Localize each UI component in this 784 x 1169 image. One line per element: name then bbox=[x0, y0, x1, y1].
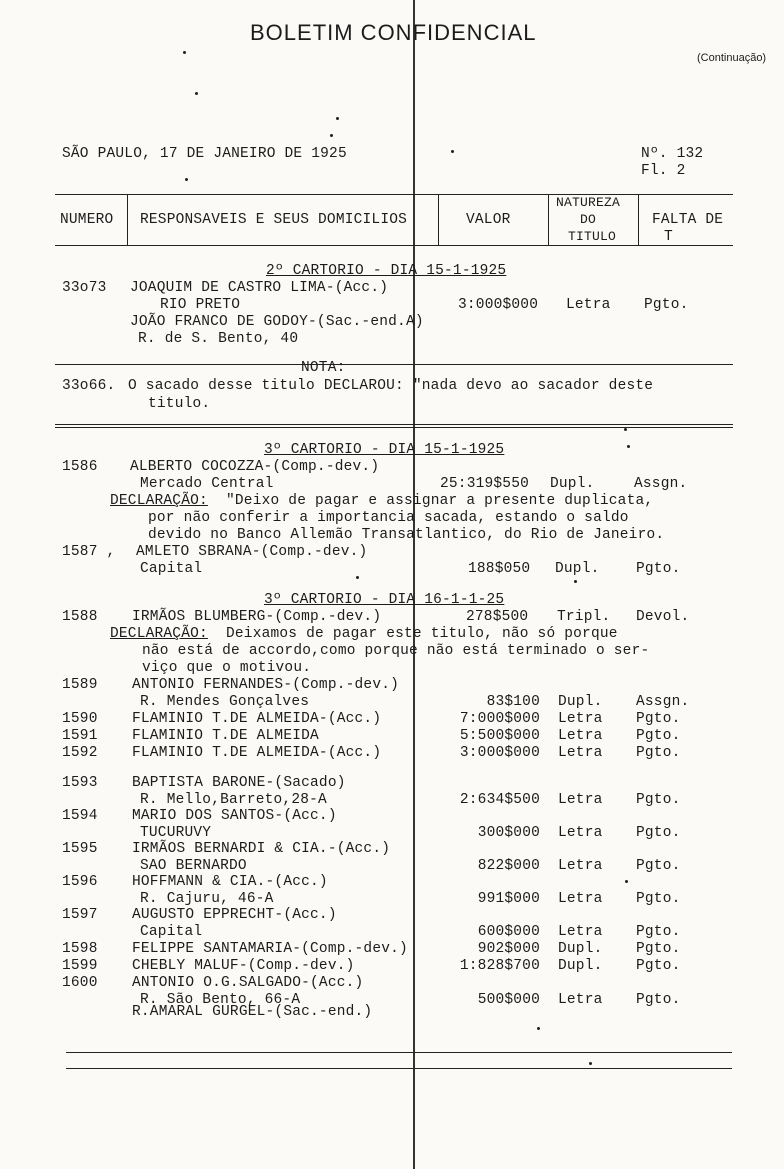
entry-number: 1598 bbox=[62, 941, 98, 957]
entry-number: 1591 bbox=[62, 728, 98, 744]
entry-value: 83$100 bbox=[486, 694, 540, 710]
entry-reason: Pgto. bbox=[636, 711, 681, 727]
entry-address: Capital bbox=[140, 561, 203, 577]
scan-speck bbox=[356, 576, 359, 579]
entry-party: JOAQUIM DE CASTRO LIMA-(Acc.) bbox=[130, 280, 389, 296]
entry-nature: Letra bbox=[558, 792, 603, 808]
section-rule bbox=[55, 427, 733, 428]
entry-address: R. Cajuru, 46-A bbox=[140, 891, 274, 907]
col-valor: VALOR bbox=[466, 212, 511, 228]
entry-nature: Letra bbox=[558, 825, 603, 841]
col-sep-3 bbox=[548, 194, 549, 245]
entry-number: 1592 bbox=[62, 745, 98, 761]
col-sep-1 bbox=[127, 194, 128, 245]
entry-party: FLAMINIO T.DE ALMEIDA-(Acc.) bbox=[132, 745, 382, 761]
entry-address: R. Mello,Barreto,28-A bbox=[140, 792, 327, 808]
entry-number: 1588 bbox=[62, 609, 98, 625]
entry-party: JOÃO FRANCO DE GODOY-(Sac.-end.A) bbox=[130, 314, 424, 330]
entry-value: 7:000$000 bbox=[459, 711, 540, 727]
entry-reason: Pgto. bbox=[636, 792, 681, 808]
entry-reason: Pgto. bbox=[636, 825, 681, 841]
entry-number: 1594 bbox=[62, 808, 98, 824]
declaration-text: viço que o motivou. bbox=[142, 660, 312, 676]
entry-nature: Tripl. bbox=[557, 609, 611, 625]
entry-party-last: R.AMARAL GURGEL-(Sac.-end.) bbox=[132, 1004, 373, 1020]
entry-address: Capital bbox=[140, 924, 203, 940]
entry-address: R. Mendes Gonçalves bbox=[140, 694, 310, 710]
note-rule bbox=[55, 364, 733, 365]
entry-reason: Pgto. bbox=[636, 891, 681, 907]
entry-party: FLAMINIO T.DE ALMEIDA-(Acc.) bbox=[132, 711, 382, 727]
entry-value: 5:500$000 bbox=[459, 728, 540, 744]
scan-speck bbox=[185, 178, 188, 181]
col-responsaveis: RESPONSAVEIS E SEUS DOMICILIOS bbox=[140, 212, 408, 228]
col-natureza-2: DO bbox=[580, 212, 597, 227]
sheet-number: Fl. 2 bbox=[641, 163, 686, 179]
declaration-text: por não conferir a importancia sacada, estando o saldo bbox=[148, 510, 629, 526]
entry-party: BAPTISTA BARONE-(Sacado) bbox=[132, 775, 346, 791]
entry-party: FLAMINIO T.DE ALMEIDA bbox=[132, 728, 319, 744]
footer-rule bbox=[66, 1068, 732, 1069]
col-natureza-3: TITULO bbox=[568, 229, 617, 244]
entry-address: R. de S. Bento, 40 bbox=[138, 331, 299, 347]
col-falta-1: FALTA DE bbox=[652, 212, 724, 228]
entry-party: IRMÃOS BERNARDI & CIA.-(Acc.) bbox=[132, 841, 391, 857]
entry-party: FELIPPE SANTAMARIA-(Comp.-dev.) bbox=[132, 941, 408, 957]
table-top-rule bbox=[55, 194, 733, 195]
entry-number: 1595 bbox=[62, 841, 98, 857]
scan-speck bbox=[195, 92, 198, 95]
entry-reason: Pgto. bbox=[636, 958, 681, 974]
entry-nature: Dupl. bbox=[550, 476, 595, 492]
col-falta-2: T bbox=[664, 229, 673, 245]
entry-party: CHEBLY MALUF-(Comp.-dev.) bbox=[132, 958, 355, 974]
entry-nature: Letra bbox=[558, 858, 603, 874]
entry-address: SAO BERNARDO bbox=[140, 858, 247, 874]
entry-reason: Pgto. bbox=[636, 728, 681, 744]
entry-reason: Assgn. bbox=[634, 476, 688, 492]
entry-nature: Dupl. bbox=[555, 561, 600, 577]
entry-number: 1586 bbox=[62, 459, 98, 475]
entry-nature: Dupl. bbox=[558, 694, 603, 710]
entry-nature: Letra bbox=[558, 728, 603, 744]
scan-speck bbox=[451, 150, 454, 153]
scan-speck bbox=[624, 428, 627, 431]
note-text-1: O sacado desse titulo DECLAROU: "nada devo ao sacador deste bbox=[128, 378, 654, 394]
declaration-label: DECLARAÇÃO: bbox=[110, 626, 208, 642]
note-heading: NOTA: bbox=[301, 360, 346, 376]
entry-party: IRMÃOS BLUMBERG-(Comp.-dev.) bbox=[132, 609, 382, 625]
note-text-2: titulo. bbox=[148, 396, 211, 412]
entry-number: 1596 bbox=[62, 874, 98, 890]
section-heading-2-cartorio: 2º CARTORIO - DIA 15-1-1925 bbox=[266, 263, 507, 279]
place-date: SÃO PAULO, 17 DE JANEIRO DE 1925 bbox=[62, 146, 347, 162]
scan-speck bbox=[336, 117, 339, 120]
entry-address: Mercado Central bbox=[140, 476, 274, 492]
entry-value: 902$000 bbox=[477, 941, 540, 957]
entry-address: TUCURUVY bbox=[140, 825, 212, 841]
entry-nature: Letra bbox=[558, 711, 603, 727]
scan-speck bbox=[183, 51, 186, 54]
entry-reason: Pgto. bbox=[636, 561, 681, 577]
entry-value: 278$500 bbox=[466, 609, 529, 625]
entry-reason: Pgto. bbox=[636, 858, 681, 874]
col-sep-4 bbox=[638, 194, 639, 245]
entry-party: MARIO DOS SANTOS-(Acc.) bbox=[132, 808, 337, 824]
entry-reason: Assgn. bbox=[636, 694, 690, 710]
table-header-rule bbox=[55, 245, 733, 246]
entry-value: 25:319$550 bbox=[440, 476, 530, 492]
entry-number: 1597 bbox=[62, 907, 98, 923]
entry-value: 991$000 bbox=[477, 891, 540, 907]
declaration-text: "Deixo de pagar e assignar a presente duplicata, bbox=[226, 493, 654, 509]
entry-value: 500$000 bbox=[477, 992, 540, 1008]
footer-rule bbox=[66, 1052, 732, 1053]
entry-value: 300$000 bbox=[477, 825, 540, 841]
entry-reason: Pgto. bbox=[636, 941, 681, 957]
entry-number: 1593 bbox=[62, 775, 98, 791]
entry-number: 1587 , bbox=[62, 544, 116, 560]
entry-nature: Dupl. bbox=[558, 941, 603, 957]
fold-line bbox=[413, 0, 415, 1169]
entry-reason: Pgto. bbox=[636, 992, 681, 1008]
bulletin-number: Nº. 132 bbox=[641, 146, 704, 162]
entry-number: 1599 bbox=[62, 958, 98, 974]
entry-value: 1:828$700 bbox=[459, 958, 540, 974]
entry-reason: Pgto. bbox=[636, 924, 681, 940]
scan-speck bbox=[627, 445, 630, 448]
entry-party: HOFFMANN & CIA.-(Acc.) bbox=[132, 874, 328, 890]
entry-address: R. São Bento, 66-A bbox=[140, 992, 301, 1008]
entry-value: 3:000$000 bbox=[459, 745, 540, 761]
document-title: BOLETIM CONFIDENCIAL bbox=[250, 20, 537, 45]
entry-value: 2:634$500 bbox=[459, 792, 540, 808]
section-rule bbox=[55, 424, 733, 425]
entry-party: ANTONIO FERNANDES-(Comp.-dev.) bbox=[132, 677, 400, 693]
scan-speck bbox=[574, 580, 577, 583]
entry-nature: Letra bbox=[558, 924, 603, 940]
scan-speck bbox=[537, 1027, 540, 1030]
entry-number: 1600 bbox=[62, 975, 98, 991]
entry-nature: Letra bbox=[558, 891, 603, 907]
entry-number: 33o73 bbox=[62, 280, 107, 296]
entry-nature: Letra bbox=[558, 745, 603, 761]
section-heading-3-cartorio: 3º CARTORIO - DIA 15-1-1925 bbox=[264, 442, 505, 458]
entry-party: ANTONIO O.G.SALGADO-(Acc.) bbox=[132, 975, 364, 991]
scan-speck bbox=[589, 1062, 592, 1065]
entry-nature: Letra bbox=[558, 992, 603, 1008]
entry-party: ALBERTO COCOZZA-(Comp.-dev.) bbox=[130, 459, 380, 475]
declaration-text: não está de accordo,como porque não está terminado o ser- bbox=[142, 643, 650, 659]
entry-nature: Letra bbox=[566, 297, 611, 313]
entry-number: 1589 bbox=[62, 677, 98, 693]
section-heading-3-cartorio: 3º CARTORIO - DIA 16-1-1-25 bbox=[264, 592, 505, 608]
entry-value: 3:000$000 bbox=[458, 297, 539, 313]
entry-address: RIO PRETO bbox=[160, 297, 241, 313]
scan-speck bbox=[330, 134, 333, 137]
entry-party: AUGUSTO EPPRECHT-(Acc.) bbox=[132, 907, 337, 923]
note-number: 33o66. bbox=[62, 378, 116, 394]
entry-reason: Pgto. bbox=[636, 745, 681, 761]
entry-nature: Dupl. bbox=[558, 958, 603, 974]
declaration-text: devido no Banco Allemão Transatlantico, do Rio de Janeiro. bbox=[148, 527, 665, 543]
col-natureza-1: NATUREZA bbox=[556, 195, 621, 210]
entry-reason: Devol. bbox=[636, 609, 690, 625]
entry-number: 1590 bbox=[62, 711, 98, 727]
scan-speck bbox=[625, 880, 628, 883]
entry-value: 188$050 bbox=[468, 561, 531, 577]
entry-reason: Pgto. bbox=[644, 297, 689, 313]
col-sep-2 bbox=[438, 194, 439, 245]
declaration-text: Deixamos de pagar este titulo, não só porque bbox=[226, 626, 618, 642]
continuation-label: (Continuação) bbox=[697, 52, 767, 64]
entry-value: 822$000 bbox=[477, 858, 540, 874]
declaration-label: DECLARAÇÃO: bbox=[110, 493, 208, 509]
entry-value: 600$000 bbox=[477, 924, 540, 940]
entry-party: AMLETO SBRANA-(Comp.-dev.) bbox=[136, 544, 368, 560]
col-numero: NUMERO bbox=[60, 212, 114, 228]
